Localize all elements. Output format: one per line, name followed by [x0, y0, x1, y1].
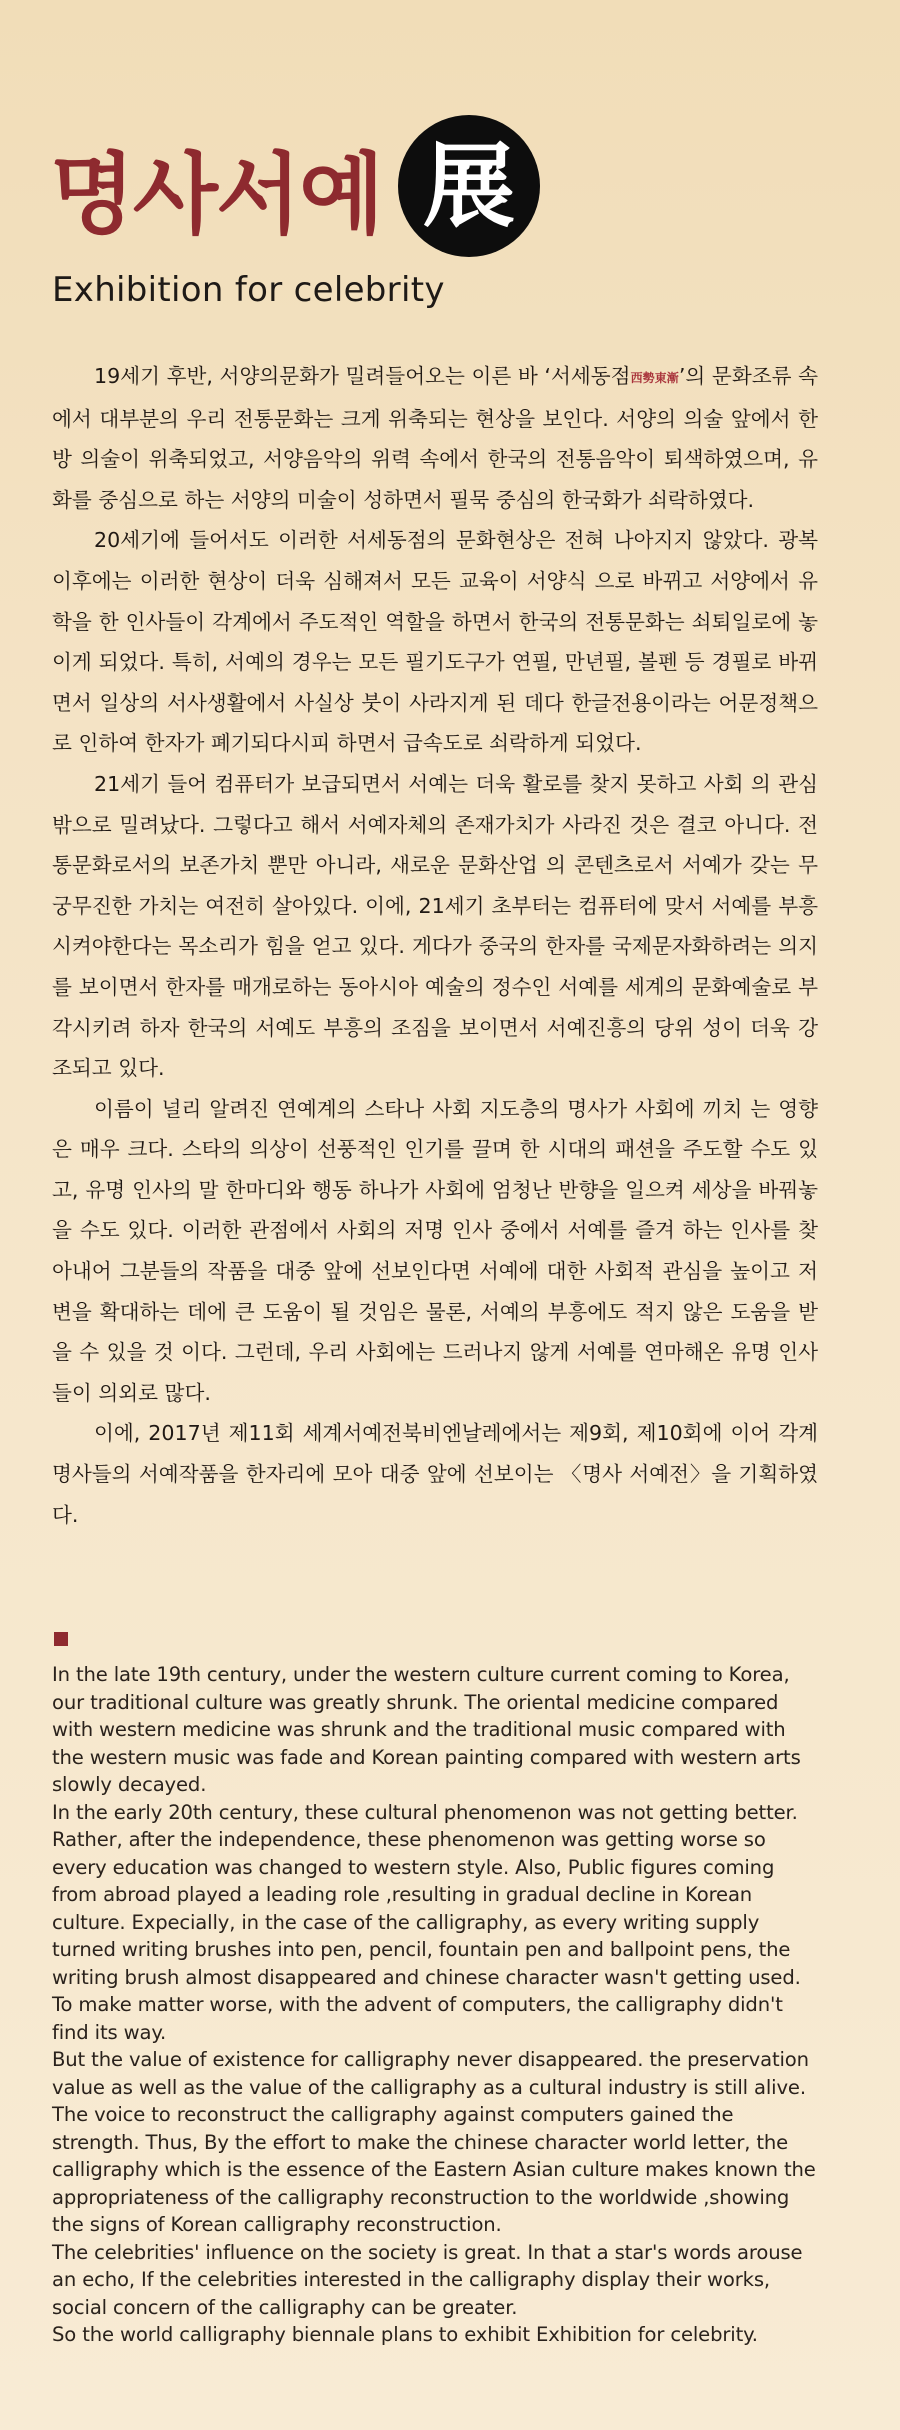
page-subtitle: Exhibition for celebrity	[52, 270, 445, 310]
english-paragraph-3: But the value of existence for calligraphy never disappeared. the preservation value as well as the value of the calligraphy as a cultural industry is still alive. The voice to reconstruct the calligraphy against computers gained the strength. Thus, By the effort to make the chinese character world letter, the calligraphy which is the essence of the Eastern Asian culture makes known the appropriateness of the calligraphy reconstruction to the worldwide ,showing the signs of Korean calligraphy reconstruction.	[52, 2048, 816, 2236]
korean-paragraph-4: 이름이 널리 알려진 연예계의 스타나 사회 지도층의 명사가 사회에 끼치 는 영향은 매우 크다. 스타의 의상이 선풍적인 인기를 끌며 한 시대의 패션을 주도할 수도 있고, 유명 인사의 말 한마디와 행동 하나가 사회에 엄청난 반향을 일으켜 세상을 바꿔놓을 수도 있다. 이러한 관점에서 사회의 저명 인사 중에서 서예를 즐겨 하는 인사를 찾아내어 그분들의 작품을 대중 앞에 선보인다면 서예에 대한 사회적 관심을 높이고 저변을 확대하는 데에 큰 도움이 될 것임은 물론, 서예의 부흥에도 적지 않은 도움을 받을 수 있을 것 이다. 그런데, 우리 사회에는 드러나지 않게 서예를 연마해온 유명 인사들이 의외로 많다.	[52, 1096, 818, 1405]
korean-p1-end: ’의 문화조류 속에서 대부분의 우리 전통문화는 크게 위축되는 현상을 보인다. 서양의 의술 앞에서 한방 의술이 위축되었고, 서양음악의 위력 속에서 한국의 전통음악이 퇴색하였으며, 유화를 중심으로 하는 서양의 미술이 성하면서 필묵 중심의 한국화가 쇠락하였다.	[52, 364, 819, 512]
korean-p1-start: 19세기 후반, 서양의문화가 밀려들어오는 이른 바 ‘서세동점	[94, 364, 631, 388]
korean-paragraph-1	[52, 356, 818, 520]
english-paragraph-4: The celebrities' influence on the society is great. In that a star's words arouse an echo, If the celebrities interested in the calligraphy display their works, social concern of the calligraphy can be greater.	[52, 2240, 803, 2319]
korean-paragraph-3: 21세기 들어 컴퓨터가 보급되면서 서예는 더욱 활로를 찾지 못하고 사회 의 관심 밖으로 밀려났다. 그렇다고 해서 서예자체의 존재가치가 사라진 것은 결코 아니다. 전통문화로서의 보존가치 뿐만 아니라, 새로운 문화산업 의 콘텐츠로서 서예가 갖는 무궁무진한 가치는 여전히 살아있다. 이에, 21세기 초부터는 컴퓨터에 맞서 서예를 부흥시켜야한다는 목소리가 힘을 얻고 있다. 게다가 중국의 한자를 국제문자화하려는 의지를 보이면서 한자를 매개로하는 동아시아 예술의 정수인 서예를 세계의 문화예술로 부각시키려 하자 한국의 서예도 부흥의 조짐을 보이면서 서예진흥의 당위 성이 더욱 강조되고 있다.	[52, 771, 818, 1081]
english-paragraph-5: So the world calligraphy biennale plans to exhibit Exhibition for celebrity.	[52, 2323, 758, 2346]
page-title: 명사서예	[50, 143, 383, 246]
korean-paragraph-5: 이에, 2017년 제11회 세계서예전북비엔날레에서는 제9회, 제10회에 이어 각계명사들의 서예작품을 한자리에 모아 대중 앞에 선보이는 〈명사 서예전〉을 기획하였다.	[52, 1421, 818, 1527]
section-marker	[54, 1632, 68, 1646]
english-paragraph-1: In the late 19th century, under the western culture current coming to Korea, our traditional culture was greatly shrunk. The oriental medicine compared with western medicine was shrunk and the traditional music compared with the western music was fade and Korean painting compared with western arts slowly decayed.	[52, 1663, 801, 1796]
korean-text-block	[52, 356, 818, 1535]
exhibition-badge: 展	[398, 115, 540, 257]
hanja-annotation: 西勢東漸	[630, 371, 679, 385]
korean-paragraph-2: 20세기에 들어서도 이러한 서세동점의 문화현상은 전혀 나아지지 않았다. 광복 이후에는 이러한 현상이 더욱 심해져서 모든 교육이 서양식 으로 바뀌고 서양에서 유학을 한 인사들이 각계에서 주도적인 역할을 하면서 한국의 전통문화는 쇠퇴일로에 놓이게 되었다. 특히, 서예의 경우는 모든 필기도구가 연필, 만년필, 볼펜 등 경필로 바뀌면서 일상의 서사생활에서 사실상 붓이 사라지게 된 데다 한글전용이라는 어문정책으로 인하여 한자가 폐기되다시피 하면서 급속도로 쇠락하게 되었다.	[52, 528, 818, 756]
english-text-block	[52, 1661, 818, 2349]
title-block	[50, 115, 850, 285]
english-paragraph-2: In the early 20th century, these cultural phenomenon was not getting better. Rather, after the independence, these phenomenon was getting worse so every education was changed to western style. Also, Public figures coming from abroad played a leading role ,resulting in gradual decline in Korean culture. Expecially, in the case of the calligraphy, as every writing supply turned writing brushes into pen, pencil, fountain pen and ballpoint pens, the writing brush almost disappeared and chinese character wasn't getting used. To make matter worse, with the advent of computers, the calligraphy didn't find its way.	[52, 1800, 801, 2044]
